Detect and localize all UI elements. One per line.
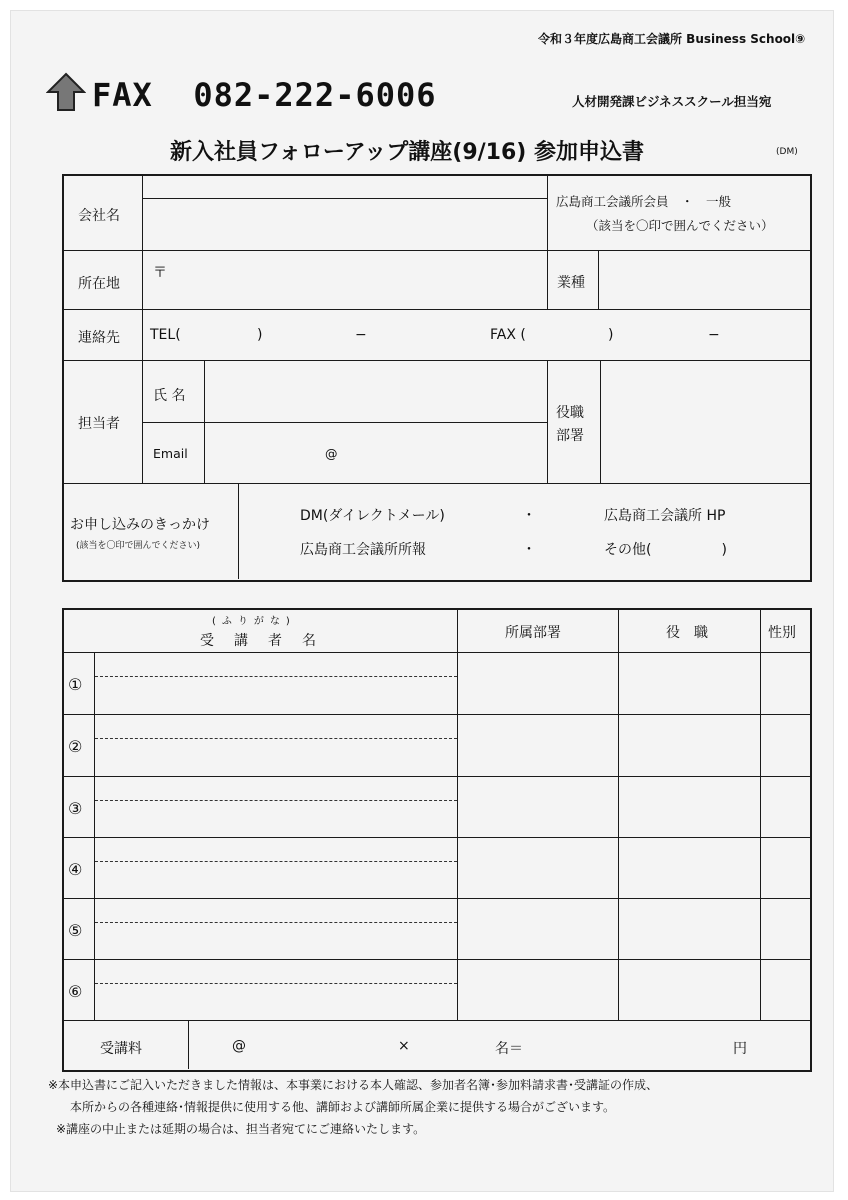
- industry-label: 業種: [557, 275, 585, 291]
- fax-number: [92, 76, 437, 114]
- fax-prefix: FAX: [92, 76, 153, 114]
- position-field[interactable]: [604, 365, 806, 479]
- position-header: 役 職: [666, 625, 708, 641]
- fax-department: 人材開発課ビジネススクール担当宛: [572, 94, 772, 109]
- tel-dash: −: [355, 327, 367, 343]
- note-line-1: ※本申込書にご記入いただきました情報は、本事業における本人確認、参加者名簿･参加料請求書･受講証の作成、: [48, 1078, 659, 1092]
- up-arrow-icon: [46, 72, 86, 112]
- note-line-3: ※講座の中止または延期の場合は、担当者宛てにご連絡いたします。: [56, 1122, 426, 1136]
- trigger-dot-2: ・: [522, 542, 536, 558]
- industry-field[interactable]: [602, 256, 806, 304]
- fee-at: @: [232, 1038, 246, 1054]
- fee-label: 受講料: [100, 1041, 142, 1057]
- position-label-1: 役職: [556, 405, 584, 421]
- tel-open: TEL(: [150, 327, 181, 343]
- postal-mark: 〒: [153, 265, 167, 281]
- gender-header: 性別: [768, 625, 796, 641]
- fee-people: 名＝: [495, 1041, 523, 1057]
- person-name-field[interactable]: [208, 365, 542, 417]
- school-series-label: 令和３年度広島商工会議所 Business School⑨: [538, 32, 806, 46]
- row-number-5: ⑤: [68, 921, 83, 940]
- participant-name-header: 受 講 者 名: [200, 633, 319, 649]
- membership-options[interactable]: 広島商工会議所会員 ・ 一般: [556, 194, 732, 209]
- contact-label: 連絡先: [78, 330, 120, 346]
- dm-tag: (DM): [776, 147, 798, 157]
- email-at: @: [325, 446, 338, 461]
- tel-close: ): [257, 327, 263, 343]
- note-line-2: 本所からの各種連絡･情報提供に使用する他、講師および講師所属企業に提供する場合がございます。: [70, 1100, 616, 1114]
- trigger-label: お申し込みのきっかけ: [70, 517, 210, 533]
- email-label: Email: [153, 446, 188, 461]
- row-number-6: ⑥: [68, 982, 83, 1001]
- row-number-4: ④: [68, 860, 83, 879]
- trigger-dm-option[interactable]: DM(ダイレクトメール): [300, 508, 445, 524]
- company-name-field[interactable]: [145, 200, 543, 246]
- fax-close: ): [608, 327, 614, 343]
- row-number-1: ①: [68, 675, 83, 694]
- fax-open: FAX (: [490, 327, 526, 343]
- trigger-bulletin-option[interactable]: 広島商工会議所所報: [300, 542, 426, 558]
- fee-yen: 円: [733, 1041, 747, 1057]
- person-label: 担当者: [78, 416, 120, 432]
- participants-table: [62, 608, 812, 1072]
- fax-digits: 082-222-6006: [193, 76, 437, 114]
- fee-times: ×: [398, 1038, 410, 1054]
- trigger-other-option[interactable]: その他( ): [604, 542, 727, 558]
- address-field[interactable]: [170, 256, 540, 304]
- row-number-2: ②: [68, 737, 83, 756]
- row-number-3: ③: [68, 799, 83, 818]
- address-label: 所在地: [78, 276, 120, 292]
- fax-dash: −: [708, 327, 720, 343]
- company-name-label: 会社名: [78, 208, 120, 224]
- membership-note: （該当を〇印で囲んでください）: [586, 218, 774, 233]
- dept-header: 所属部署: [505, 625, 561, 641]
- trigger-dot-1: ・: [522, 508, 536, 524]
- furigana-label: (ふりがな): [212, 616, 296, 627]
- trigger-hp-option[interactable]: 広島商工会議所 HP: [604, 508, 726, 524]
- position-label-2: 部署: [556, 428, 584, 444]
- page-title: 新入社員フォローアップ講座(9/16) 参加申込書: [170, 140, 644, 165]
- trigger-note: (該当を〇印で囲んでください): [76, 541, 201, 551]
- person-name-label: 氏 名: [153, 388, 186, 404]
